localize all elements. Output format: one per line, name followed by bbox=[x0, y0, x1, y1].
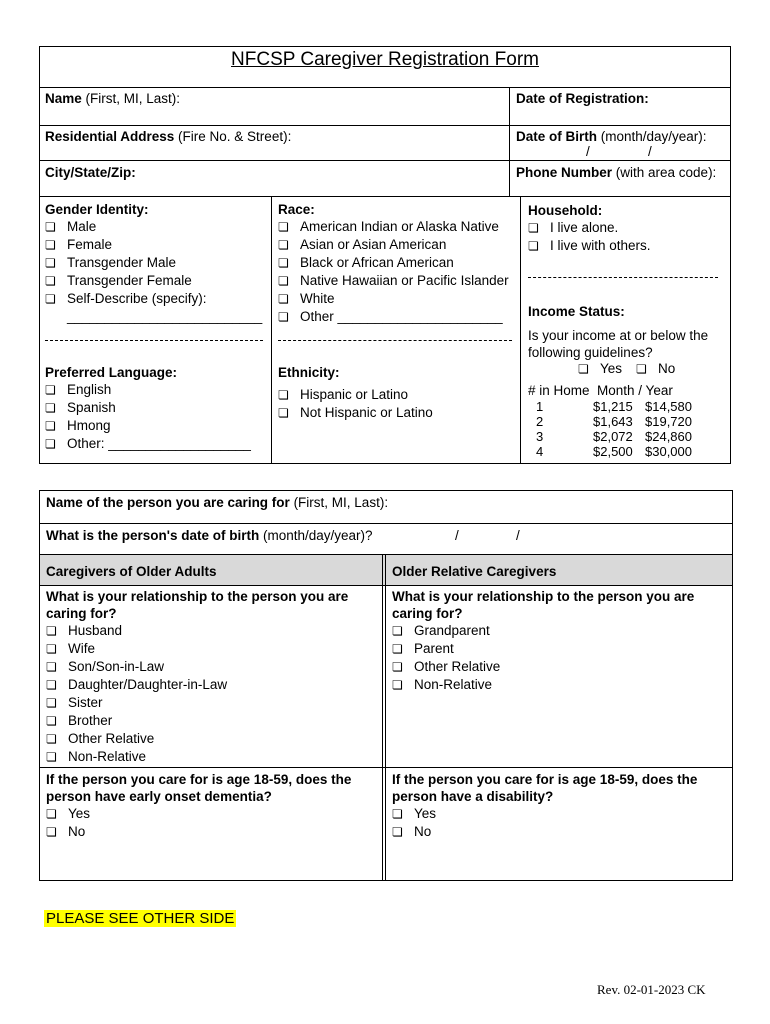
revision-label: Rev. 02-01-2023 CK bbox=[597, 982, 706, 997]
name-label: Name bbox=[45, 91, 82, 106]
divider bbox=[39, 87, 731, 88]
care-recipient-name-field[interactable] bbox=[46, 494, 388, 511]
divider bbox=[39, 196, 731, 197]
gender-option-checkbox[interactable]: ❏ Transgender Male bbox=[45, 254, 262, 272]
phone-number-field[interactable] bbox=[516, 164, 716, 181]
income-no-checkbox[interactable] bbox=[636, 360, 675, 378]
relationship-option-checkbox[interactable]: ❏ Husband bbox=[46, 622, 374, 640]
race-option-checkbox[interactable]: ❏ Asian or Asian American bbox=[278, 236, 509, 254]
race-heading: Race: bbox=[278, 202, 315, 217]
dob-slash: / bbox=[586, 144, 590, 159]
disability-question-section bbox=[392, 771, 722, 841]
income-table-header: # in Home Month / Year bbox=[528, 383, 673, 398]
divider bbox=[39, 523, 733, 524]
gender-heading: Gender Identity: bbox=[45, 202, 149, 217]
care-recipient-dob-field[interactable] bbox=[46, 527, 373, 544]
relationship-option-checkbox[interactable]: ❏ Other Relative bbox=[392, 658, 722, 676]
name-hint: (First, MI, Last): bbox=[81, 91, 181, 106]
dashed-separator bbox=[528, 277, 718, 278]
gender-option-checkbox[interactable]: ❏ Transgender Female bbox=[45, 272, 262, 290]
relationship-option-checkbox[interactable]: ❏ Son/Son-in-Law bbox=[46, 658, 374, 676]
dementia-yes-checkbox[interactable]: ❏ Yes bbox=[46, 805, 374, 823]
race-option-checkbox[interactable]: ❏ Black or African American bbox=[278, 254, 509, 272]
col-header-older-relative: Older Relative Caregivers bbox=[392, 564, 557, 579]
divider bbox=[520, 196, 521, 464]
divider bbox=[39, 160, 731, 161]
race-option-checkbox[interactable]: ❏ Other ______________________ bbox=[278, 308, 509, 326]
income-table bbox=[536, 399, 692, 459]
address-label: Residential Address bbox=[45, 129, 175, 144]
address-hint: (Fire No. & Street): bbox=[174, 129, 292, 144]
relationship-older-relative-section bbox=[392, 588, 722, 694]
gender-option-checkbox[interactable]: ❏ Female bbox=[45, 236, 262, 254]
divider bbox=[385, 554, 386, 881]
relationship-option-checkbox[interactable]: ❏ Grandparent bbox=[392, 622, 722, 640]
date-of-registration-field[interactable]: Date of Registration: bbox=[516, 91, 649, 106]
relationship-option-checkbox[interactable]: ❏ Other Relative bbox=[46, 730, 374, 748]
name-field[interactable] bbox=[45, 90, 180, 107]
income-yes-checkbox[interactable] bbox=[578, 360, 622, 378]
language-option-checkbox[interactable]: ❏ Hmong bbox=[45, 417, 251, 435]
divider bbox=[39, 125, 731, 126]
ethnicity-section bbox=[278, 364, 433, 422]
col-header-older-adults: Caregivers of Older Adults bbox=[46, 564, 217, 579]
relationship-older-adults-section bbox=[46, 588, 374, 766]
dashed-separator bbox=[45, 340, 263, 341]
care-dob-label: What is the person's date of birth bbox=[46, 528, 260, 543]
disability-question: If the person you care for is age 18-59, does the person have a disability? bbox=[392, 772, 698, 804]
language-option-checkbox[interactable]: ❏ Spanish bbox=[45, 399, 251, 417]
address-field[interactable] bbox=[45, 128, 291, 145]
gender-option-checkbox[interactable]: ❏ Self-Describe (specify): bbox=[45, 290, 262, 308]
phone-hint: (with area code): bbox=[612, 165, 717, 180]
income-question: Is your income at or below the following guidelines? bbox=[528, 328, 709, 360]
gender-identity-section bbox=[45, 201, 262, 325]
city-state-zip-field[interactable]: City/State/Zip: bbox=[45, 165, 136, 180]
language-heading: Preferred Language: bbox=[45, 365, 178, 380]
relationship-question: What is your relationship to the person you are caring for? bbox=[392, 589, 695, 621]
dob-slash: / bbox=[648, 144, 652, 159]
table-row: 2 $1,643 $19,720 bbox=[536, 414, 692, 429]
care-dob-slash: / bbox=[455, 528, 459, 543]
household-option-checkbox[interactable]: ❏ I live with others. bbox=[528, 237, 651, 255]
race-option-checkbox[interactable]: ❏ White bbox=[278, 290, 509, 308]
dementia-no-checkbox[interactable]: ❏ No bbox=[46, 823, 374, 841]
household-section bbox=[528, 202, 651, 255]
relationship-option-checkbox[interactable]: ❏ Non-Relative bbox=[46, 748, 374, 766]
race-section bbox=[278, 201, 509, 326]
race-option-checkbox[interactable]: ❏ American Indian or Alaska Native bbox=[278, 218, 509, 236]
form-title: NFCSP Caregiver Registration Form bbox=[231, 49, 539, 70]
care-dob-hint: (month/day/year)? bbox=[259, 528, 373, 543]
race-option-checkbox[interactable]: ❏ Native Hawaiian or Pacific Islander bbox=[278, 272, 509, 290]
phone-label: Phone Number bbox=[516, 165, 613, 180]
relationship-question: What is your relationship to the person you are caring for? bbox=[46, 589, 349, 621]
care-dob-slash: / bbox=[516, 528, 520, 543]
income-heading: Income Status: bbox=[528, 304, 625, 319]
divider bbox=[39, 554, 733, 555]
dementia-question: If the person you care for is age 18-59, does the person have early onset dementia? bbox=[46, 772, 352, 804]
gender-option-checkbox[interactable]: ❏ Male bbox=[45, 218, 262, 236]
relationship-option-checkbox[interactable]: ❏ Non-Relative bbox=[392, 676, 722, 694]
relationship-option-checkbox[interactable]: ❏ Sister bbox=[46, 694, 374, 712]
divider bbox=[39, 585, 733, 586]
see-other-side-note: PLEASE SEE OTHER SIDE bbox=[46, 910, 235, 927]
ethnicity-option-checkbox[interactable]: ❏ Hispanic or Latino bbox=[278, 386, 433, 404]
disability-yes-checkbox[interactable]: ❏ Yes bbox=[392, 805, 722, 823]
care-name-hint: (First, MI, Last): bbox=[289, 495, 389, 510]
relationship-option-checkbox[interactable]: ❏ Parent bbox=[392, 640, 722, 658]
dob-label: Date of Birth bbox=[516, 129, 597, 144]
preferred-language-section bbox=[45, 364, 251, 453]
care-name-label: Name of the person you are caring for bbox=[46, 495, 290, 510]
divider bbox=[271, 196, 272, 464]
language-option-checkbox[interactable]: ❏ English bbox=[45, 381, 251, 399]
table-row: 4 $2,500 $30,000 bbox=[536, 444, 692, 459]
language-option-checkbox[interactable]: ❏ Other: ___________________ bbox=[45, 435, 251, 453]
disability-no-checkbox[interactable]: ❏ No bbox=[392, 823, 722, 841]
dementia-question-section bbox=[46, 771, 374, 841]
date-of-birth-field[interactable] bbox=[516, 128, 707, 145]
self-describe-blank[interactable]: __________________________ bbox=[67, 309, 263, 324]
relationship-option-checkbox[interactable]: ❏ Wife bbox=[46, 640, 374, 658]
relationship-option-checkbox[interactable]: ❏ Daughter/Daughter-in-Law bbox=[46, 676, 374, 694]
ethnicity-heading: Ethnicity: bbox=[278, 365, 340, 380]
divider bbox=[509, 87, 510, 196]
relationship-option-checkbox[interactable]: ❏ Brother bbox=[46, 712, 374, 730]
income-yes-label: ❏ Yes bbox=[578, 360, 622, 378]
divider bbox=[39, 767, 733, 768]
divider bbox=[382, 554, 383, 881]
table-row: 1 $1,215 $14,580 bbox=[536, 399, 692, 414]
household-heading: Household: bbox=[528, 203, 603, 218]
table-row: 3 $2,072 $24,860 bbox=[536, 429, 692, 444]
dashed-separator bbox=[278, 340, 512, 341]
household-option-checkbox[interactable]: ❏ I live alone. bbox=[528, 219, 651, 237]
ethnicity-option-checkbox[interactable]: ❏ Not Hispanic or Latino bbox=[278, 404, 433, 422]
dob-hint: (month/day/year): bbox=[597, 129, 707, 144]
income-no-label: ❏ No bbox=[636, 360, 675, 378]
